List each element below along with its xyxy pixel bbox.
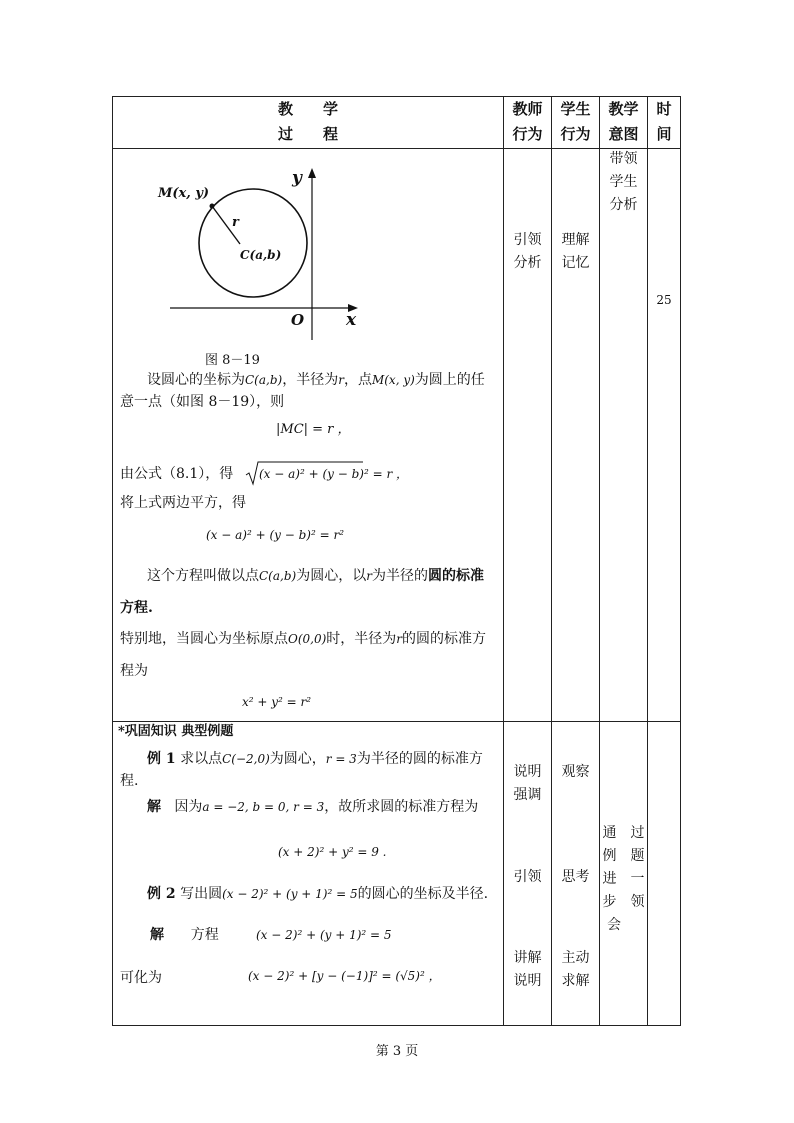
header-teacher-line2: 行为 xyxy=(512,125,543,143)
example1-text-a: 求以点 xyxy=(180,751,223,767)
col-divider-4 xyxy=(647,96,648,1026)
special-text-a: 特别地，当圆心为坐标原点 xyxy=(120,631,288,647)
example2-line xyxy=(147,884,488,904)
row2-teacher-b: 引领 xyxy=(513,869,542,885)
center-label: C(a,b) xyxy=(240,248,282,262)
y-axis-label: y xyxy=(292,168,302,188)
para1-line2: 意一点（如图 8－19），则 xyxy=(120,394,285,410)
figure-caption: 图 8－19 xyxy=(205,353,260,368)
solution1-text-b: ，故所求圆的标准方程为 xyxy=(324,799,479,815)
para1-line1 xyxy=(147,370,485,390)
row2-student-a: 观察 xyxy=(561,764,590,780)
row1-student-line2: 记忆 xyxy=(561,255,590,271)
row2-teacher-c-line1: 讲解 xyxy=(513,950,542,966)
row1-time: 25 xyxy=(656,293,672,307)
example2-equation: (x − 2)² + (y + 1)² = 5 xyxy=(222,887,358,901)
para1-center: C(a,b) xyxy=(245,373,283,387)
example2-text-b: 的圆心的坐标及半径. xyxy=(357,886,489,902)
example1-center: C(−2,0) xyxy=(222,752,270,766)
example1-line1 xyxy=(147,749,483,769)
point-m-dot xyxy=(210,204,215,209)
row1-intent-line1: 带领 xyxy=(609,151,638,167)
circle-shape xyxy=(199,189,307,297)
example1-line2: 程. xyxy=(120,773,139,789)
solution2-label: 解 xyxy=(150,927,164,943)
para1-radius: r xyxy=(338,373,344,387)
header-process-line2: 过 程 xyxy=(277,125,338,143)
special-line1 xyxy=(120,629,486,649)
row2-student-c-line2: 求解 xyxy=(561,973,590,989)
example1-label: 例 1 xyxy=(147,751,176,767)
row1-teacher-line2: 分析 xyxy=(513,255,542,271)
table-border-bottom xyxy=(112,1025,681,1026)
header-time-line2: 间 xyxy=(656,125,672,143)
transform-label: 可化为 xyxy=(120,970,162,986)
example2-text-a: 写出圆 xyxy=(180,886,223,902)
para1-point: M(x, y) xyxy=(371,373,415,387)
solution1-label: 解 xyxy=(147,799,161,815)
header-intent-line1: 教学 xyxy=(608,100,639,118)
header-time-line1: 时 xyxy=(656,100,672,118)
row1-student-line1: 理解 xyxy=(561,232,590,248)
para2-line1 xyxy=(147,566,484,586)
para2-text-d: 为半径的 xyxy=(371,568,428,584)
special-text-c: 的圆的标准方 xyxy=(402,631,487,647)
radius-label: r xyxy=(232,215,239,230)
table-border-right xyxy=(680,96,681,1026)
equation-origin: x² + y² = r² xyxy=(242,695,312,709)
page-number: 第 3 页 xyxy=(375,1044,419,1059)
header-intent-line2: 意图 xyxy=(608,125,639,143)
sqrt-expression: (x − a)² + (y − b)² = r ， xyxy=(259,467,409,481)
row2-intent-line1: 通 过 xyxy=(602,825,645,841)
row2-intent-line3: 进 一 xyxy=(602,871,645,887)
header-teacher-line1: 教师 xyxy=(512,100,543,118)
equation-standard: (x − a)² + (y − b)² = r² xyxy=(206,528,345,542)
y-axis-arrow xyxy=(308,168,316,178)
para1-text-a: 设圆心的坐标为 xyxy=(147,372,245,388)
header-student-line1: 学生 xyxy=(560,100,591,118)
example2-label: 例 2 xyxy=(147,886,176,902)
solution2-line xyxy=(150,925,219,945)
header-bottom-border xyxy=(112,148,681,149)
row2-teacher-a-line2: 强调 xyxy=(513,787,542,803)
para1-text-d: ，点 xyxy=(343,372,372,388)
row2-intent-line2: 例 题 xyxy=(602,848,645,864)
square-both-sides: 将上式两边平方，得 xyxy=(120,495,246,511)
x-axis-label: x xyxy=(346,310,357,330)
row2-intent-line5: 会 xyxy=(607,917,621,933)
header-student-line2: 行为 xyxy=(560,125,591,143)
para2-line2: 方程. xyxy=(120,600,153,616)
special-line2: 程为 xyxy=(120,663,148,679)
example1-radius: r = 3 xyxy=(325,752,357,766)
equation-mc: |MC| = r ， xyxy=(276,422,351,437)
special-radius: r xyxy=(396,632,403,646)
solution1-values: a = −2, b = 0, r = 3 xyxy=(202,800,325,814)
header-process-line1: 教 学 xyxy=(277,100,338,118)
special-text-b: 时，半径为 xyxy=(326,631,397,647)
equation-transform: (x − 2)² + [y − (−1)]² = (√5)² ， xyxy=(248,969,441,983)
solution2-equation: (x − 2)² + (y + 1)² = 5 xyxy=(256,928,392,942)
para1-text-e: 为圆上的任 xyxy=(414,372,485,388)
example1-text-c: 为半径的圆的标准方 xyxy=(356,751,483,767)
example1-text-b: 为圆心， xyxy=(269,751,326,767)
para2-text-a: 这个方程叫做以点 xyxy=(147,568,259,584)
row2-student-b: 思考 xyxy=(561,869,590,885)
origin-label: O xyxy=(291,311,305,329)
row2-heading: *巩固知识 典型例题 xyxy=(118,724,234,739)
equation-example1: (x + 2)² + y² = 9 . xyxy=(278,845,387,859)
row2-student-c-line1: 主动 xyxy=(561,950,590,966)
para2-center: C(a,b) xyxy=(259,569,297,583)
solution1-line xyxy=(147,797,478,817)
solution2-text: 方程 xyxy=(190,927,219,943)
row1-teacher-line1: 引领 xyxy=(513,232,542,248)
para2-text-b: 为圆心，以 xyxy=(296,568,367,584)
solution1-text-a: 因为 xyxy=(174,799,203,815)
row1-intent-line3: 分析 xyxy=(609,197,638,213)
special-origin: O(0,0) xyxy=(288,632,327,646)
table-border-left xyxy=(112,96,113,1026)
point-m-label: M(x, y) xyxy=(158,186,210,201)
para2-bold-term: 圆的标准 xyxy=(427,568,484,584)
row1-intent-line2: 学生 xyxy=(609,174,638,190)
equation-sqrt xyxy=(245,460,409,486)
para1-text-b: ，半径为 xyxy=(282,372,339,388)
row2-teacher-a-line1: 说明 xyxy=(513,764,542,780)
row2-teacher-c-line2: 说明 xyxy=(513,973,542,989)
para2-radius: r xyxy=(366,569,372,583)
formula-intro: 由公式（8.1），得 xyxy=(120,466,234,482)
row2-intent-line4: 步 领 xyxy=(602,894,645,910)
